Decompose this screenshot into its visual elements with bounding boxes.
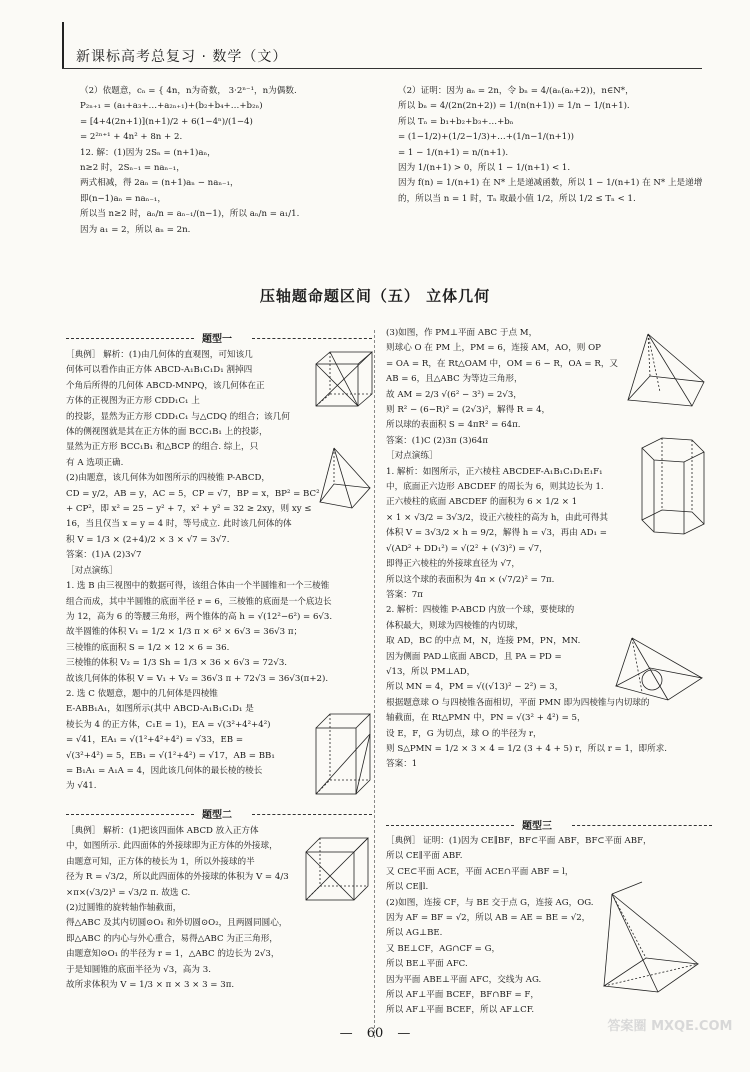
text-line: 所以 AF⊥平面 BCEF，BF∩BF = F，: [386, 990, 539, 1001]
text-line: 所以 Tₙ = b₁+b₂+b₃+…+bₙ: [398, 116, 514, 127]
text-line: = OA = R，在 Rt△OAM 中，OM = 6 − R，OA = R，又: [386, 358, 619, 369]
text-line: 中，底面正六边形 ABCDEF 的周长为 6，则其边长为 1.: [386, 482, 604, 493]
page-number: — 60 —: [339, 1026, 411, 1041]
text-line: 则 S△PMN = 1/2 × 3 × 4 = 1/2 (3 + 4 + 5) r，所以 r = 1，即所求.: [386, 743, 668, 754]
text-line: (2)如图，连接 CF，与 BE 交于点 G，连接 AG，OG.: [386, 897, 594, 908]
text-line: = 1 − 1/(n+1) = n/(n+1).: [398, 147, 509, 158]
text-line: 由题意可知，正方体的棱长为 1，所以外接球的半: [66, 856, 255, 867]
text-line: 所以这个球的表面积为 4π × (√7/2)² = 7π.: [386, 574, 555, 585]
type-three-label: 题型三: [522, 821, 552, 832]
text-line: × 1 × √3/2 = 3√3/2，设正六棱柱的高为 h，由此可得其: [386, 512, 608, 523]
text-line: 所以 CE∥l.: [386, 882, 429, 893]
text-line: 所以当 n≥2 时，aₙ/n = aₙ₋₁/(n−1)，所以 aₙ/n = a₁/1.: [80, 209, 300, 220]
text-line: 则 R² − (6−R)² = (2√3)²，解得 R = 4，: [386, 405, 551, 416]
type-one-label: 题型一: [202, 334, 232, 345]
text-line: 为 √41.: [66, 781, 97, 792]
text-line: 故 AM = 2/3 √(6² − 3²) = 2√3，: [386, 389, 522, 400]
text-line: 棱长为 4 的正方体，C₁E = 1)，EA = √(3²+4²+4²): [66, 719, 271, 730]
text-line: 个角后所得的几何体 ABCD-MNPQ，该几何体在正: [66, 380, 265, 391]
text-line: 体积 V = 3√3/2 × h = 9/2，解得 h = √3，再由 AD₁ =: [386, 528, 607, 539]
text-line: （2）证明：因为 aₙ = 2n，令 bₙ = 4/(aₙ(aₙ+2))，n∈N*，: [398, 86, 634, 96]
text-line: 为 12，高为 6 的等腰三角形，两个锥体的高 h = √(12²−6²) = 6√3.: [66, 611, 333, 622]
text-line: AB = 6，且△ABC 为等边三角形，: [386, 374, 523, 385]
text-line: 故该几何体的体积 V = V₁ + V₂ = 36√3 π + 72√3 = 36√3(π+2).: [66, 673, 329, 684]
watermark: 答案圈 MXQE.COM: [607, 1019, 733, 1034]
book-title: 新课标高考总复习 · 数学（文）: [76, 49, 288, 65]
text-line: 则球心 O 在 PM 上，PM = 6，连接 AM，AO，则 OP: [386, 343, 601, 354]
text-line: 12. 解：(1)因为 2Sₙ = (n+1)aₙ，: [80, 147, 216, 158]
text-line: 得△ABC 及其内切圆⊙O₁ 和外切圆⊙O₂，且两圆同圆心，: [66, 918, 288, 929]
pyramid-figure-2: [620, 330, 712, 420]
text-line: 又 CE⊂平面 ACE，平面 ACE∩平面 ABF = l，: [386, 866, 574, 877]
text-line: 1. 选 B 由三视图中的数据可得，该组合体由一个半圆锥和一个三棱锥: [66, 581, 330, 592]
pyramid-figure-3: [612, 634, 710, 706]
text-line: √13，所以 PM⊥AD，: [386, 666, 476, 677]
text-line: 所以 bₙ = 4/(2n(2n+2)) = 1/(n(n+1)) = 1/n − 1/(n+1).: [398, 101, 630, 112]
pyramid-figure-4: [598, 880, 710, 1000]
text-line: P₂ₙ₊₁ = (a₁+a₃+…+a₂ₙ₊₁)+(b₂+b₄+…+b₂ₙ): [80, 101, 263, 112]
text-line: 积 V = 1/3 × (2+4)/2 × 3 × √7 = 3√7.: [66, 534, 230, 545]
header-rule: [62, 68, 702, 69]
text-line: 因为侧面 PAD⊥底面 ABCD，且 PA = PD =: [386, 651, 562, 662]
text-line: 方体的正视图为正方形 CDD₁C₁ 上: [66, 396, 200, 407]
text-line: ［典例］ 解析：(1)把该四面体 ABCD 放入正方体: [66, 826, 259, 836]
text-line: = [4+4(2n+1)](n+1)/2 + 6(1−4ⁿ)/(1−4): [80, 116, 253, 127]
text-line: 1. 解析：如图所示，正六棱柱 ABCDEF-A₁B₁C₁D₁E₁F₁: [386, 466, 603, 477]
cube-figure-3: [300, 832, 374, 906]
text-line: 所以 AG⊥BE.: [386, 928, 443, 939]
text-line: 中，如图所示. 此四面体的外接球即为正方体的外接球，: [66, 841, 278, 852]
type-three-header: [386, 818, 712, 832]
text-line: 显然为正方形 BCC₁B₁ 和△BCP 的组合. 综上，只: [66, 442, 259, 453]
text-line: 2. 选 C 依题意，题中的几何体是四棱锥: [66, 688, 218, 699]
text-line: 的投影，显然为正方形 CDD₁C₁ 与△CDQ 的组合；该几何: [66, 411, 290, 422]
text-line: 因为 1/(n+1) > 0，所以 1 − 1/(n+1) < 1.: [398, 163, 571, 174]
text-line: ［对点演练］: [66, 565, 118, 576]
text-line: 故所求体积为 V = 1/3 × π × 3 × 3 = 3π.: [66, 980, 235, 991]
header-rule-vertical: [62, 22, 64, 68]
text-line: 所以 MN = 4，PM = √((√13)² − 2²) = 3，: [386, 682, 564, 693]
text-line: CD = y/2，AB = y，AC = 5，CP = √7，BP = x，BP² = BC²: [66, 488, 320, 499]
text-line: 径为 R = √3/2，所以此四面体的外接球的体积为 V = 4/3: [66, 872, 289, 883]
text-line: 因为 AF = BF = √2，所以 AB = AE = BE = √2，: [386, 913, 591, 924]
cube-figure-2: [312, 704, 374, 800]
text-line: 两式相减，得 2aₙ = (n+1)aₙ − naₙ₋₁，: [80, 178, 239, 189]
text-line: 答案：1: [386, 759, 418, 770]
text-line: 所以 CE∥平面 ABF.: [386, 851, 463, 862]
text-line: 设 E，F，G 为切点，球 O 的半径为 r，: [386, 728, 542, 739]
text-line: √(AD² + DD₁²) = √(2² + (√3)²) = √7，: [386, 543, 548, 554]
text-line: 因为 f(n) = 1/(n+1) 在 N* 上是递减函数，所以 1 − 1/(n+1) 在 N* 上是递增: [398, 178, 703, 189]
type-two-label: 题型二: [202, 810, 232, 821]
text-line: 即(n−1)aₙ = naₙ₋₁，: [80, 193, 166, 204]
top-left-column: [80, 84, 376, 238]
text-line: ×π×(√3/2)³ = √3/2 π. 故选 C.: [66, 887, 191, 898]
pyramid-figure-1: [312, 442, 378, 514]
text-line: 正六棱柱的底面 ABCDEF 的面积为 6 × 1/2 × 1: [386, 497, 578, 508]
text-line: ［对点演练］: [386, 451, 438, 462]
text-line: 2. 解析：四棱锥 P-ABCD 内放一个球，要使球的: [386, 605, 575, 616]
text-line: 答案：7π: [386, 589, 423, 600]
text-line: (2)过圆锥的旋转轴作轴截面，: [66, 903, 182, 914]
text-line: 即△ABC 的内心与外心重合，易得△ABC 为正三角形，: [66, 933, 278, 944]
text-line: 的，所以当 n = 1 时，Tₙ 取最小值 1/2，所以 1/2 ≤ Tₙ < 1.: [398, 193, 636, 204]
text-line: √(3²+4²) = 5，EB₁ = √(1²+4²) = √17，AB = BB₁: [66, 750, 275, 761]
text-line: 由题意知⊙O₁ 的半径为 r = 1，△ABC 的边长为 2√3，: [66, 949, 280, 960]
hex-prism-figure: [632, 434, 710, 546]
text-line: 故半圆锥的体积 V₁ = 1/2 × 1/3 π × 6² × 6√3 = 36√3 π；: [66, 627, 303, 638]
column-divider: [374, 330, 375, 1038]
section-title: 压轴题命题区间（五） 立体几何: [259, 287, 491, 305]
text-line: + CP²，即 x² = 25 − y² + 7，x² + y² = 32 ≥ 2xy，则 xy ≤: [66, 504, 312, 515]
text-line: 所以 AF⊥平面 BCEF，所以 AF⊥CF.: [386, 1005, 535, 1016]
text-line: 答案：(1)C (2)3π (3)64π: [386, 435, 489, 446]
text-line: 因为平面 ABE⊥平面 AFC，交线为 AG.: [386, 974, 542, 985]
text-line: 答案：(1)A (2)3√7: [66, 550, 142, 561]
text-line: 轴截面，在 Rt△PMN 中，PN = √(3² + 4²) = 5，: [386, 713, 586, 724]
cube-figure-1: [312, 346, 376, 410]
text-line: 体积最大，则球为四棱锥的内切球，: [386, 620, 524, 631]
type-two-header: [66, 807, 372, 821]
text-line: 三棱锥的底面积 S = 1/2 × 12 × 6 = 36.: [66, 642, 230, 653]
text-line: 又 BE⊥CF，AG∩CF = G，: [386, 943, 501, 954]
text-line: 组合而成，其中半圆锥的底面半径 r = 6，三棱锥的底面是一个底边长: [66, 596, 332, 607]
type-one-header: [66, 331, 372, 345]
text-line: ［典例］ 证明：(1)因为 CE∥BF，BF⊂平面 ABF，BF⊂平面 ABF，: [386, 836, 652, 846]
text-line: （2）依题意，cₙ = { 4n，n为奇数， 3·2ⁿ⁻¹，n为偶数.: [80, 86, 297, 96]
text-line: E-ABB₁A₁，如图所示(其中 ABCD-A₁B₁C₁D₁ 是: [66, 704, 254, 715]
text-line: 根据题意球 O 与四棱锥各面相切，平面 PMN 即为四棱锥与内切球的: [386, 697, 650, 708]
text-line: 因为 a₁ = 2，所以 aₙ = 2n.: [80, 224, 191, 235]
text-line: 于是知圆锥的底面半径为 √3，高为 3.: [66, 964, 211, 975]
text-line: 所以球的表面积 S = 4πR² = 64π.: [386, 420, 521, 431]
text-line: = 2²ⁿ⁺¹ + 4n² + 8n + 2.: [80, 132, 183, 143]
text-line: 所以 BE⊥平面 AFC.: [386, 959, 468, 970]
text-line: (2)由题意，该几何体为如图所示的四棱锥 P-ABCD，: [66, 473, 270, 484]
text-line: 何体可以看作由正方体 ABCD-A₁B₁C₁D₁ 割掉四: [66, 365, 253, 376]
text-line: = √41，EA₁ = √(1²+4²+4²) = √33，EB =: [66, 735, 244, 746]
text-line: = (1−1/2)+(1/2−1/3)+…+(1/n−1/(n+1)): [398, 132, 574, 143]
top-right-column: [398, 84, 710, 207]
text-line: 体的侧视图就是其在正方体的面 BCC₁B₁ 上的投影，: [66, 427, 268, 438]
text-line: ［典例］ 解析：(1)由几何体的直观图，可知该几: [66, 350, 253, 360]
text-line: = B₁A₁ = A₁A = 4，因此该几何体的最长棱的棱长: [66, 765, 263, 776]
text-line: 取 AD，BC 的中点 M，N，连接 PM，PN，MN.: [386, 636, 581, 647]
text-line: 16，当且仅当 x = y = 4 时，等号成立. 此时该几何体的体: [66, 519, 292, 530]
text-line: 即得正六棱柱的外接球直径为 √7，: [386, 559, 520, 570]
text-line: 有 A 选项正确.: [66, 457, 124, 468]
text-line: (3)如图，作 PM⊥平面 ABC 于点 M，: [386, 328, 538, 338]
page-header: [62, 22, 702, 70]
text-line: 三棱锥的体积 V₂ = 1/3 Sh = 1/3 × 36 × 6√3 = 72√3.: [66, 658, 288, 669]
text-line: n≥2 时，2Sₙ₋₁ = naₙ₋₁，: [80, 163, 185, 174]
